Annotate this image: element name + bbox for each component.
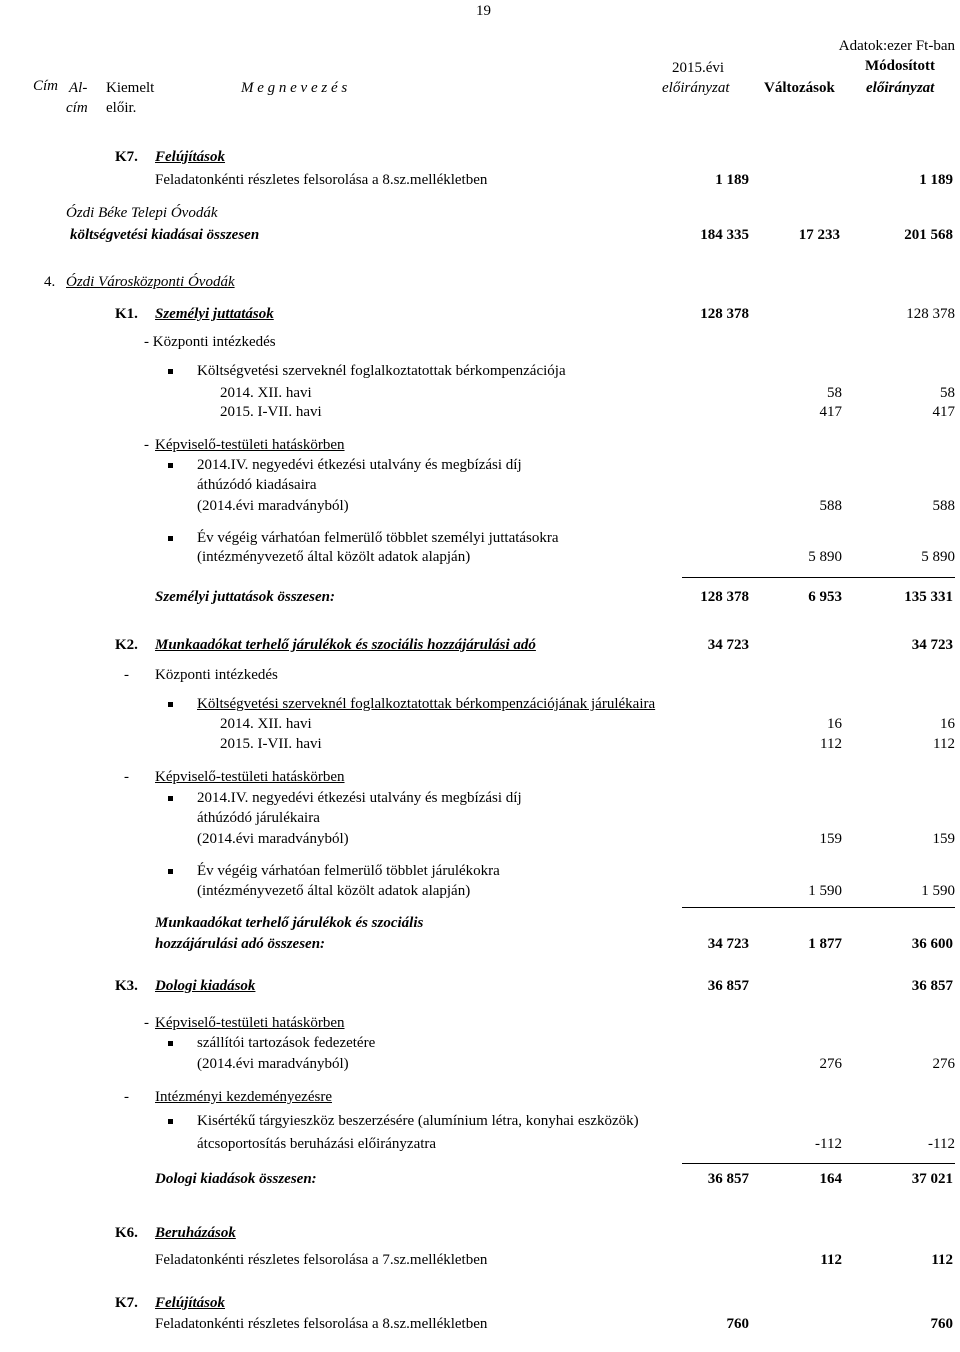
- k3-v1: 36 857: [707, 978, 749, 994]
- k2-b3-line2: (intézményvezető által közölt adatok alapján): [197, 883, 471, 899]
- k2-bullet1: Költségvetési szerveknél foglalkoztatottak bérkompenzációjának járulékaira: [197, 696, 656, 712]
- k3-b2-v3: -112: [928, 1136, 955, 1152]
- k1-xii: 2014. XII. havi: [220, 385, 312, 401]
- k7-line: Feladatonkénti részletes felsorolása a 8.sz.mellékletben: [155, 1316, 488, 1332]
- k3-intezmenyi-dash: -: [124, 1089, 129, 1105]
- k1-vii: 2015. I-VII. havi: [220, 404, 322, 420]
- k1-vii-v2: 417: [819, 404, 842, 420]
- k2-b2-line2: áthúzódó járulékaira: [197, 810, 320, 826]
- k1-bullet1: Költségvetési szerveknél foglalkoztatottak bérkompenzációja: [197, 363, 566, 379]
- bullet-icon: [168, 369, 173, 374]
- k2-title: Munkaadókat terhelő járulékok és szociális hozzájárulási adó: [155, 637, 536, 653]
- units-note: Adatok:ezer Ft-ban: [838, 38, 955, 54]
- k3-total-v3: 37 021: [911, 1171, 953, 1187]
- k3-b1-line2: (2014.évi maradványból): [197, 1056, 349, 1072]
- header-evi: 2015.évi: [672, 60, 725, 76]
- bullet-icon: [168, 463, 173, 468]
- k1-total-v3: 135 331: [904, 589, 953, 605]
- header-modositott: Módosított: [865, 58, 935, 74]
- k1-b2-line3: (2014.évi maradványból): [197, 498, 349, 514]
- k2-total-v2: 1 877: [808, 936, 842, 952]
- k1-kozponti: - Központi intézkedés: [144, 334, 276, 350]
- k2-v3: 34 723: [911, 637, 953, 653]
- header-megnevezes: M e g n e v e z é s: [241, 80, 348, 96]
- k1-kepv-dash: -: [144, 437, 149, 453]
- k3-total-label: Dologi kiadások összesen:: [155, 1171, 317, 1187]
- k3-b2-line1: Kisértékű tárgyieszköz beszerzésére (alumínium létra, konyhai eszközök): [197, 1113, 639, 1129]
- page-number: 19: [476, 3, 491, 19]
- header-valtozasok: Változások: [764, 80, 835, 96]
- k6-title: Beruházások: [155, 1225, 236, 1241]
- k1-xii-v3: 58: [940, 385, 955, 401]
- sum-rule: [682, 907, 955, 908]
- k3-b1-v2: 276: [819, 1056, 842, 1072]
- k2-total-v1: 34 723: [707, 936, 749, 952]
- k2-kepv-dash: -: [124, 769, 129, 785]
- k6-v2: 112: [820, 1252, 842, 1268]
- k7-title: Felújítások: [155, 1295, 226, 1311]
- k3-b1-line1: szállítói tartozások fedezetére: [197, 1035, 376, 1051]
- top-k7-code: K7.: [115, 149, 138, 165]
- k1-v1: 128 378: [700, 306, 749, 322]
- k2-kepv: Képviselő-testületi hatáskörben: [155, 769, 345, 785]
- k1-title: Személyi juttatások: [155, 306, 274, 322]
- k2-xii-v3: 16: [940, 716, 955, 732]
- top-feladat-v1: 1 189: [715, 172, 749, 188]
- k2-code: K2.: [115, 637, 138, 653]
- k3-title: Dologi kiadások: [155, 978, 256, 994]
- header-alcim: cím: [66, 100, 88, 116]
- k1-b2-line1: 2014.IV. negyedévi étkezési utalvány és megbízási díj: [197, 457, 522, 473]
- bullet-icon: [168, 536, 173, 541]
- k2-b3-line1: Év végéig várhatóan felmerülő többlet járulékokra: [197, 863, 500, 879]
- top-feladat-v3: 1 189: [919, 172, 953, 188]
- beke-v2: 17 233: [798, 227, 840, 243]
- k1-total-label: Személyi juttatások összesen:: [155, 589, 336, 605]
- k1-b3-line2: (intézményvezető által közölt adatok alapján): [197, 549, 471, 565]
- k2-b2-line1: 2014.IV. negyedévi étkezési utalvány és megbízási díj: [197, 790, 522, 806]
- header-mod-eloiranyzat: előirányzat: [866, 80, 935, 96]
- k1-xii-v2: 58: [827, 385, 842, 401]
- k3-v3: 36 857: [911, 978, 953, 994]
- k3-kepv-dash: -: [144, 1015, 149, 1031]
- k1-b2-line2: áthúzódó kiadásaira: [197, 477, 317, 493]
- k3-total-v1: 36 857: [707, 1171, 749, 1187]
- section-title: Ózdi Városközponti Óvodák: [66, 274, 235, 290]
- k2-xii-v2: 16: [827, 716, 842, 732]
- beke-v3: 201 568: [904, 227, 953, 243]
- beke-v1: 184 335: [700, 227, 749, 243]
- header-cim: Cím: [33, 78, 59, 94]
- k3-intezmenyi: Intézményi kezdeményezésre: [155, 1089, 332, 1105]
- k2-vii-v2: 112: [820, 736, 842, 752]
- top-feladat: Feladatonkénti részletes felsorolása a 8.sz.mellékletben: [155, 172, 488, 188]
- k2-total-v3: 36 600: [911, 936, 953, 952]
- k7-v3: 760: [930, 1316, 953, 1332]
- bullet-icon: [168, 702, 173, 707]
- k3-b1-v3: 276: [932, 1056, 955, 1072]
- header-kiemelt: Kiemelt: [106, 80, 155, 96]
- k6-line: Feladatonkénti részletes felsorolása a 7.sz.mellékletben: [155, 1252, 488, 1268]
- beke-title: Ózdi Béke Telepi Óvodák: [66, 205, 218, 221]
- k3-b2-v2: -112: [815, 1136, 842, 1152]
- k1-total-v1: 128 378: [700, 589, 749, 605]
- k3-b2-line2: átcsoportosítás beruházási előirányzatra: [197, 1136, 437, 1152]
- bullet-icon: [168, 869, 173, 874]
- k1-b3-v2: 5 890: [808, 549, 842, 565]
- bullet-icon: [168, 1119, 173, 1124]
- k7-code: K7.: [115, 1295, 138, 1311]
- k2-xii: 2014. XII. havi: [220, 716, 312, 732]
- k2-b3-v2: 1 590: [808, 883, 842, 899]
- k3-code: K3.: [115, 978, 138, 994]
- beke-total-label: költségvetési kiadásai összesen: [70, 227, 260, 243]
- k1-v3: 128 378: [906, 306, 955, 322]
- k3-kepv: Képviselő-testületi hatáskörben: [155, 1015, 345, 1031]
- k2-b2-line3: (2014.évi maradványból): [197, 831, 349, 847]
- sum-rule: [682, 1163, 955, 1164]
- k2-kozponti-dash: -: [124, 667, 129, 683]
- bullet-icon: [168, 796, 173, 801]
- k1-b2-v3: 588: [932, 498, 955, 514]
- k1-code: K1.: [115, 306, 138, 322]
- header-kiemelt-eloir: előir.: [106, 100, 137, 116]
- sum-rule: [682, 577, 955, 578]
- k2-v1: 34 723: [707, 637, 749, 653]
- section-number: 4.: [44, 274, 56, 290]
- header-eloiranyzat: előirányzat: [662, 80, 730, 96]
- k1-vii-v3: 417: [932, 404, 955, 420]
- k2-kozponti: Központi intézkedés: [155, 667, 278, 683]
- k2-b3-v3: 1 590: [921, 883, 955, 899]
- bullet-icon: [168, 1041, 173, 1046]
- k1-b3-line1: Év végéig várhatóan felmerülő többlet személyi juttatásokra: [197, 530, 559, 546]
- k1-b3-v3: 5 890: [921, 549, 955, 565]
- k2-b2-v3: 159: [932, 831, 955, 847]
- k1-kepv: Képviselő-testületi hatáskörben: [155, 437, 345, 453]
- top-k7-title: Felújítások: [155, 149, 226, 165]
- k3-total-v2: 164: [819, 1171, 842, 1187]
- k2-total-line1: Munkaadókat terhelő járulékok és szociális: [155, 915, 424, 931]
- k1-b2-v2: 588: [819, 498, 842, 514]
- k2-vii-v3: 112: [933, 736, 955, 752]
- k2-total-line2: hozzájárulási adó összesen:: [155, 936, 326, 952]
- k6-v3: 112: [931, 1252, 953, 1268]
- header-al: Al-: [69, 80, 88, 96]
- k2-b2-v2: 159: [819, 831, 842, 847]
- k1-total-v2: 6 953: [808, 589, 842, 605]
- k6-code: K6.: [115, 1225, 138, 1241]
- k7-v1: 760: [726, 1316, 749, 1332]
- k2-vii: 2015. I-VII. havi: [220, 736, 322, 752]
